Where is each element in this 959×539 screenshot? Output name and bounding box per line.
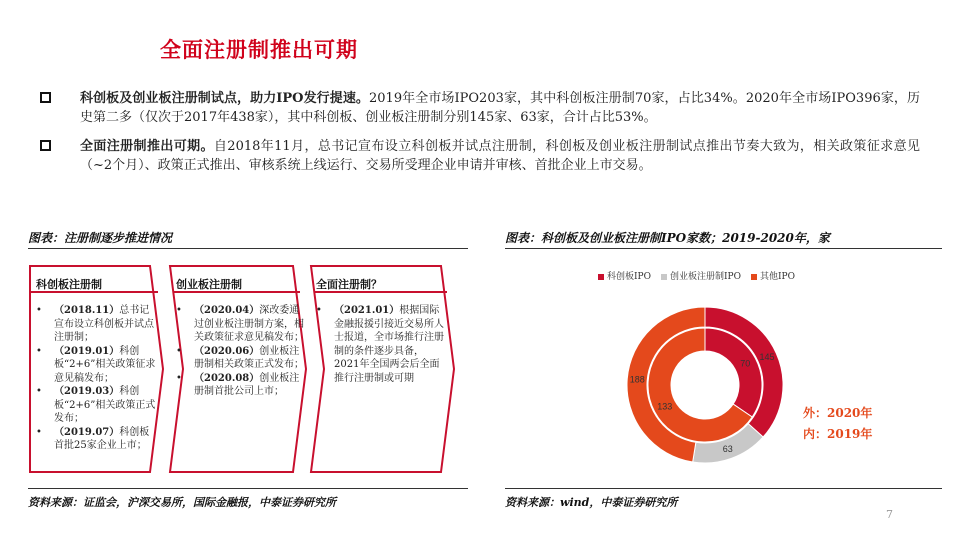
stage-items	[176, 304, 304, 399]
list-item: • （2020.04）深改委通过创业板注册制方案，相关政策征求意见稿发布；	[176, 304, 304, 345]
timeline-stage-3	[316, 276, 444, 384]
slice-data-label: 145	[759, 352, 775, 363]
list-item: • （2019.03）科创板“2+6”相关政策正式发布；	[36, 385, 158, 426]
legend-item: 创业板注册制IPO	[661, 269, 741, 282]
divider	[28, 488, 468, 489]
list-item: • （2019.01）科创板“2+6”相关政策征求意见稿发布；	[36, 345, 158, 386]
legend-swatch	[661, 274, 667, 280]
legend-swatch	[598, 274, 604, 280]
legend-swatch	[751, 274, 757, 280]
page-title: 全面注册制推出可期	[160, 37, 358, 62]
inner-ring-note: 内：2019年	[803, 427, 873, 441]
slice-data-label: 63	[722, 444, 733, 455]
right-figure-title: 图表：科创板及创业板注册制IPO家数；2019-2020年，家	[505, 231, 830, 245]
stage-head: 全面注册制？	[316, 278, 382, 291]
legend-item: 科创板IPO	[598, 269, 651, 282]
bullet-lead: 科创板及创业板注册制试点，助力IPO发行提速。	[80, 91, 369, 106]
list-item: • （2020.06）创业板注册制相关政策正式发布；	[176, 345, 304, 372]
stage-head: 创业板注册制	[176, 278, 242, 291]
slice-data-label: 188	[629, 374, 645, 385]
chart-legend	[598, 269, 795, 282]
outer-ring-note: 外：2020年	[803, 406, 873, 420]
slice-data-label: 70	[740, 358, 751, 369]
page-number: 7	[886, 508, 893, 521]
slice-data-label: 133	[657, 401, 673, 412]
left-figure-title: 图表：注册制逐步推进情况	[28, 231, 173, 245]
legend-item: 其他IPO	[751, 269, 795, 282]
bullet-lead: 全面注册制推出可期。	[80, 139, 214, 154]
timeline-stage-1	[36, 276, 156, 451]
list-item: • （2018.11）总书记宣布设立科创板并试点注册制；	[36, 304, 158, 345]
stage-items	[36, 304, 158, 453]
divider	[505, 488, 942, 489]
donut-chart	[600, 290, 810, 480]
left-source-note: 资料来源：证监会，沪深交易所，国际金融报，中泰证券研究所	[28, 496, 336, 509]
right-source-note: 资料来源：wind，中泰证券研究所	[505, 496, 678, 509]
bullet-text: 2019年全市场IPO203家，其中科创板注册制70家，占比34%。2020年全市场IPO396家，历史第二多（仅次于2017年438家），其中科创板、创业板注册制分别145家、63家，合计占比53%。	[80, 91, 920, 125]
list-item: • （2021.01）根据国际金融报援引接近交易所人士报道，全市场推行注册制的条件逐步具备，2021年全国两会后全面推行注册制或可期	[316, 304, 444, 385]
stage-items	[316, 304, 444, 385]
divider	[505, 248, 942, 249]
list-item: • （2020.08）创业板注册制首批公司上市；	[176, 372, 304, 399]
bullet-text: 自2018年11月，总书记宣布设立科创板并试点注册制，科创板及创业板注册制试点推出节奏大致为，相关政策征求意见（~2个月）、政策正式推出、审核系统上线运行、交易所受理企业申请并审核、首批企业上市交易。	[80, 139, 920, 173]
timeline-stage-2	[176, 276, 304, 397]
list-item: • （2019.07）科创板首批25家企业上市；	[36, 426, 158, 453]
stage-head: 科创板注册制	[36, 278, 102, 291]
